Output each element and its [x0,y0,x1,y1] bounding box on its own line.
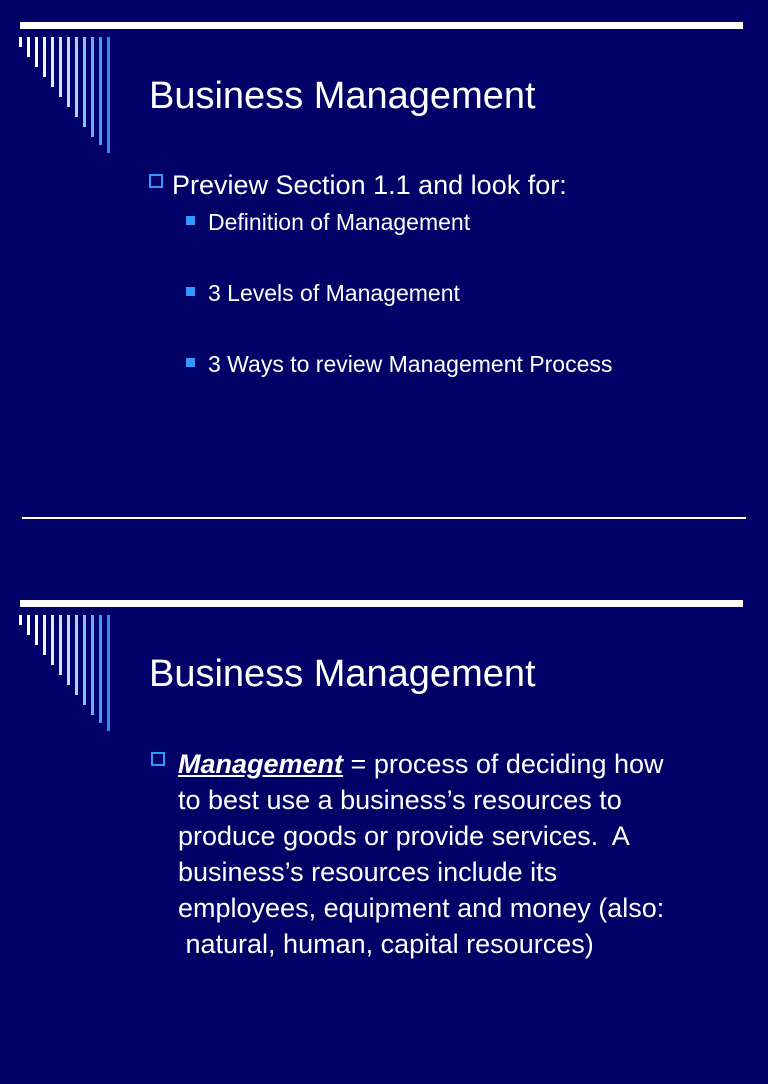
subbullet-item [186,349,612,379]
slide-title: Business Management [149,653,536,695]
paragraph-line: produce goods or provide services. A [178,821,630,851]
bullet-text: Preview Section 1.1 and look for: [172,170,567,200]
hollow-square-bullet-icon [151,752,165,766]
slide-top-bar [20,22,743,29]
square-bullet-icon [186,216,195,225]
paragraph-line: employees, equipment and money (also: [178,893,665,923]
subbullet-item [186,278,460,308]
line-text: = process of deciding how [343,749,664,779]
slide-top-bar [20,600,743,607]
decorative-stripes [19,615,129,735]
subbullet-text: Definition of Management [208,209,471,235]
paragraph-line: natural, human, capital resources) [178,929,594,959]
hollow-square-bullet-icon [149,174,163,188]
slide-1 [0,0,768,506]
slide-divider [22,517,746,519]
paragraph-line: business’s resources include its [178,857,558,887]
subbullet-text: 3 Levels of Management [208,280,460,306]
slide-title: Business Management [149,75,536,117]
management-term: Management [178,749,344,779]
definition-paragraph [178,746,738,962]
bullet-preview [149,168,567,202]
square-bullet-icon [186,287,195,296]
decorative-stripes [19,37,129,157]
subbullet-text: 3 Ways to review Management Process [208,351,613,377]
slide-2 [0,578,768,1084]
paragraph-line [178,746,738,782]
paragraph-line: to best use a business’s resources to [178,785,622,815]
square-bullet-icon [186,358,195,367]
subbullet-item [186,207,470,237]
